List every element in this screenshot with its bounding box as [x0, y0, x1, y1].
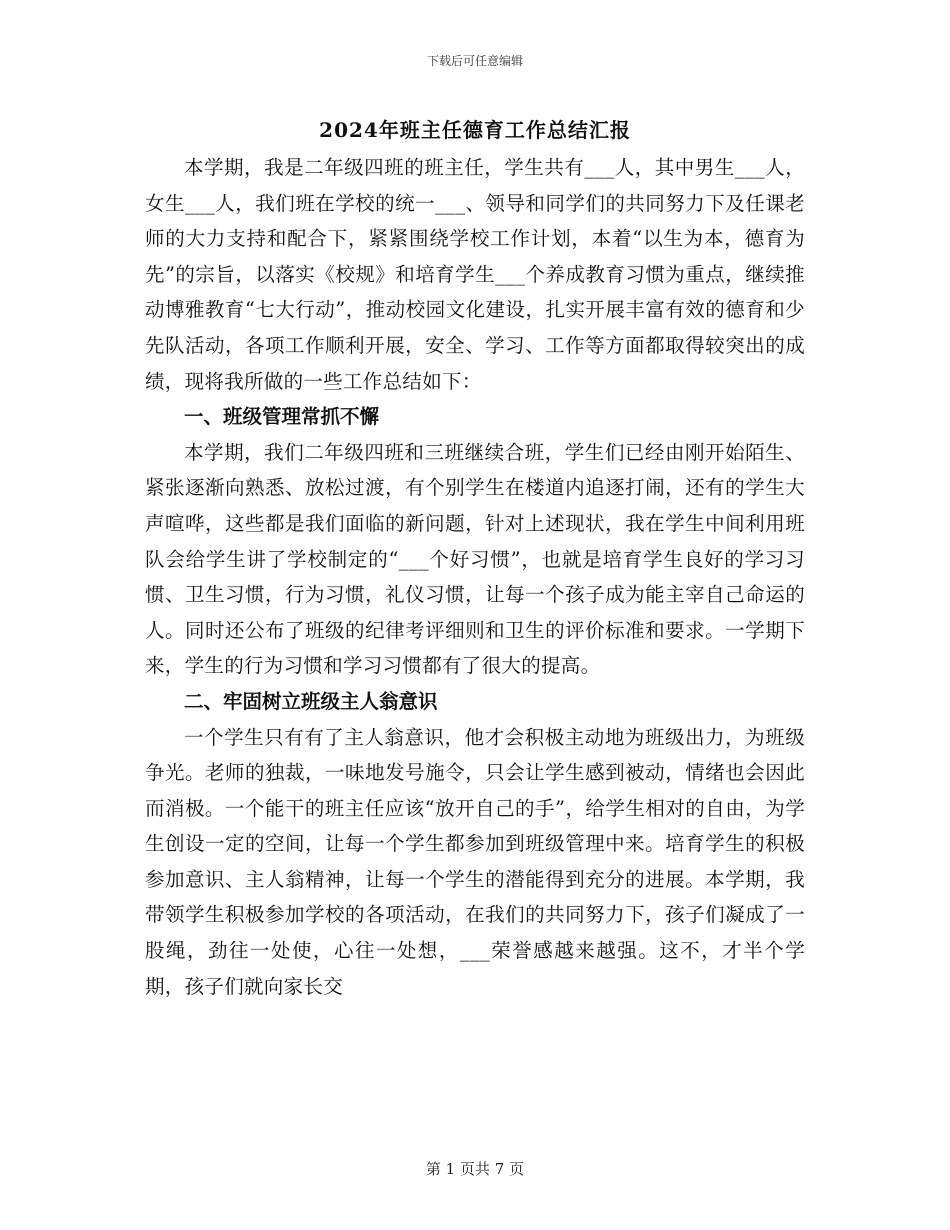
section-paragraph-1: 本学期，我们二年级四班和三班继续合班，学生们已经由刚开始陌生、紧张逐渐向熟悉、放松过渡，有个别学生在楼道内追逐打闹，还有的学生大声喧哗，这些都是我们面临的新问题，针对上述现状，我在学生中间利用班队会给学生讲了学校制定的“___个好习惯”，也就是培育学生良好的学习习惯、卫生习惯，行为习惯，礼仪习惯，让每一个孩子成为能主宰自己命运的人。同时还公布了班级的纪律考评细则和卫生的评价标准和要求。一学期下来，学生的行为习惯和学习习惯都有了很大的提高。 — [145, 440, 805, 678]
section-heading-1: 一、班级管理常抓不懈 — [184, 405, 380, 429]
document-body — [145, 150, 805, 1004]
intro-paragraph: 本学期，我是二年级四班的班主任，学生共有___人，其中男生___人，女生___人，我们班在学校的统一___、领导和同学们的共同努力下及任课老师的大力支持和配合下，紧紧围绕学校工作计划，本着“以生为本，德育为先”的宗旨，以落实《校规》和培育学生___个养成教育习惯为重点，继续推动博雅教育“七大行动”，推动校园文化建设，扎实开展丰富有效的德育和少先队活动，各项工作顺利开展，安全、学习、工作等方面都取得较突出的成绩，现将我所做的一些工作总结如下： — [145, 156, 805, 393]
section-heading-2: 二、牢固树立班级主人翁意识 — [184, 689, 438, 713]
page-number: 第 1 页共 7 页 — [425, 1160, 525, 1178]
header-note: 下载后可任意编辑 — [426, 54, 523, 68]
section-paragraph-2: 一个学生只有有了主人翁意识，他才会积极主动地为班级出力，为班级争光。老师的独裁，一味地发号施令，只会让学生感到被动，情绪也会因此而消极。一个能干的班主任应该“放开自己的手”，给学生相对的自由，为学生创设一定的空间，让每一个学生都参加到班级管理中来。培育学生的积极参加意识、主人翁精神，让每一个学生的潜能得到充分的进展。本学期，我带领学生积极参加学校的各项活动，在我们的共同努力下，孩子们凝成了一股绳，劲往一处使，心往一处想，___荣誉感越来越强。这不，才半个学期，孩子们就向家长交 — [145, 725, 805, 998]
document-title: 2024年班主任德育工作总结汇报 — [319, 118, 631, 142]
